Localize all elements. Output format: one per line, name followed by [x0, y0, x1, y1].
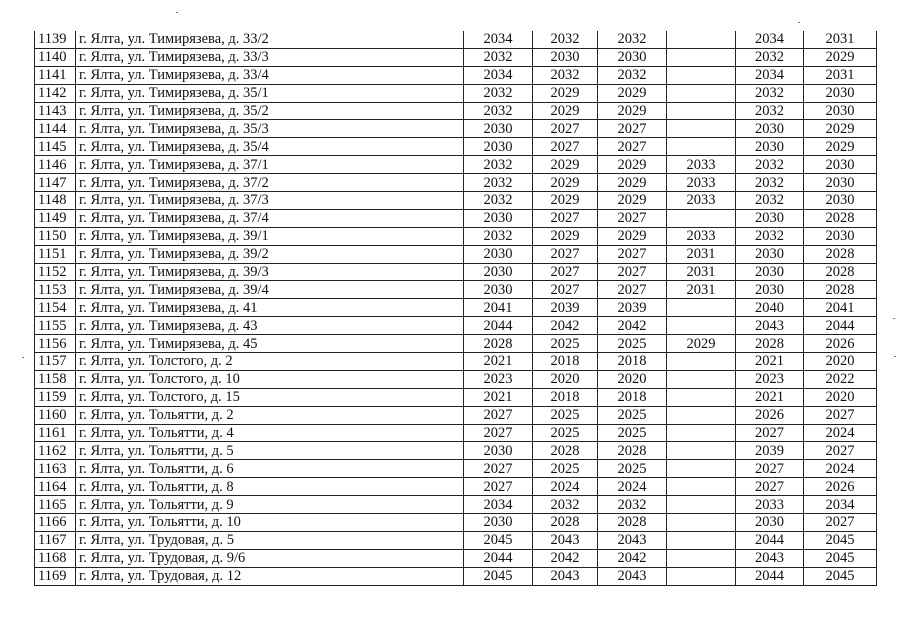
year-cell-5: 2043: [736, 317, 804, 335]
year-cell-5: 2021: [736, 388, 804, 406]
year-cell-3: 2027: [598, 120, 667, 138]
year-cell-3: 2025: [598, 406, 667, 424]
year-cell-4: [667, 138, 736, 156]
year-cell-3: 2025: [598, 335, 667, 353]
year-cell-4: [667, 48, 736, 66]
year-cell-6: 2026: [804, 335, 877, 353]
year-cell-4: [667, 496, 736, 514]
table-row: [35, 31, 877, 48]
address-cell: г. Ялта, ул. Тимирязева, д. 37/3: [76, 192, 464, 210]
year-cell-2: 2039: [533, 299, 598, 317]
year-cell-1: 2030: [464, 263, 533, 281]
address-cell: г. Ялта, ул. Трудовая, д. 12: [76, 567, 464, 585]
year-cell-4: [667, 120, 736, 138]
year-cell-5: 2043: [736, 549, 804, 567]
year-cell-6: 2024: [804, 424, 877, 442]
year-cell-2: 2029: [533, 84, 598, 102]
year-cell-6: 2028: [804, 263, 877, 281]
year-cell-1: 2041: [464, 299, 533, 317]
address-cell: г. Ялта, ул. Тольятти, д. 9: [76, 496, 464, 514]
year-cell-5: 2030: [736, 245, 804, 263]
year-cell-5: 2032: [736, 48, 804, 66]
year-cell-2: 2029: [533, 156, 598, 174]
year-cell-5: 2030: [736, 209, 804, 227]
year-cell-3: 2032: [598, 31, 667, 48]
table-row: [35, 209, 877, 227]
year-cell-1: 2044: [464, 317, 533, 335]
address-cell: г. Ялта, ул. Тольятти, д. 10: [76, 514, 464, 532]
row-number-cell: 1155: [35, 317, 76, 335]
table-row: [35, 174, 877, 192]
year-cell-3: 2042: [598, 317, 667, 335]
year-cell-4: [667, 531, 736, 549]
year-cell-6: 2031: [804, 66, 877, 84]
year-cell-3: 2028: [598, 442, 667, 460]
year-cell-5: 2034: [736, 31, 804, 48]
year-cell-3: 2027: [598, 138, 667, 156]
year-cell-5: 2032: [736, 102, 804, 120]
year-cell-5: 2039: [736, 442, 804, 460]
year-cell-1: 2032: [464, 156, 533, 174]
year-cell-6: 2031: [804, 31, 877, 48]
year-cell-5: 2032: [736, 227, 804, 245]
year-cell-4: [667, 370, 736, 388]
year-cell-1: 2021: [464, 353, 533, 371]
year-cell-1: 2034: [464, 66, 533, 84]
address-cell: г. Ялта, ул. Тимирязева, д. 45: [76, 335, 464, 353]
year-cell-3: 2027: [598, 209, 667, 227]
table-row: [35, 353, 877, 371]
table-row: [35, 442, 877, 460]
row-number-cell: 1139: [35, 31, 76, 48]
year-cell-5: 2021: [736, 353, 804, 371]
year-cell-2: 2027: [533, 281, 598, 299]
year-cell-6: 2022: [804, 370, 877, 388]
year-cell-2: 2029: [533, 102, 598, 120]
row-number-cell: 1147: [35, 174, 76, 192]
year-cell-5: 2028: [736, 335, 804, 353]
year-cell-3: 2043: [598, 531, 667, 549]
year-cell-1: 2032: [464, 84, 533, 102]
year-cell-3: 2030: [598, 48, 667, 66]
year-cell-3: 2027: [598, 245, 667, 263]
year-cell-1: 2030: [464, 442, 533, 460]
year-cell-1: 2032: [464, 102, 533, 120]
year-cell-1: 2034: [464, 31, 533, 48]
address-cell: г. Ялта, ул. Тимирязева, д. 37/4: [76, 209, 464, 227]
year-cell-4: [667, 209, 736, 227]
scan-speck: [176, 12, 178, 13]
row-number-cell: 1154: [35, 299, 76, 317]
row-number-cell: 1157: [35, 353, 76, 371]
year-cell-3: 2029: [598, 84, 667, 102]
year-cell-2: 2043: [533, 531, 598, 549]
year-cell-6: 2027: [804, 406, 877, 424]
scan-speck: [798, 22, 800, 23]
row-number-cell: 1161: [35, 424, 76, 442]
year-cell-2: 2027: [533, 263, 598, 281]
year-cell-2: 2042: [533, 317, 598, 335]
year-cell-6: 2030: [804, 227, 877, 245]
table-row: [35, 406, 877, 424]
address-cell: г. Ялта, ул. Тимирязева, д. 39/4: [76, 281, 464, 299]
row-number-cell: 1143: [35, 102, 76, 120]
row-number-cell: 1162: [35, 442, 76, 460]
year-cell-4: 2031: [667, 245, 736, 263]
year-cell-1: 2034: [464, 496, 533, 514]
table-row: [35, 317, 877, 335]
year-cell-4: [667, 31, 736, 48]
row-number-cell: 1169: [35, 567, 76, 585]
year-cell-3: 2043: [598, 567, 667, 585]
year-cell-2: 2027: [533, 245, 598, 263]
year-cell-4: [667, 549, 736, 567]
year-cell-5: 2023: [736, 370, 804, 388]
year-cell-1: 2032: [464, 192, 533, 210]
row-number-cell: 1167: [35, 531, 76, 549]
year-cell-6: 2029: [804, 120, 877, 138]
table-row: [35, 496, 877, 514]
table-row: [35, 478, 877, 496]
year-cell-4: [667, 567, 736, 585]
table-row: [35, 424, 877, 442]
row-number-cell: 1140: [35, 48, 76, 66]
table-row: [35, 138, 877, 156]
address-cell: г. Ялта, ул. Тимирязева, д. 43: [76, 317, 464, 335]
table-row: [35, 192, 877, 210]
year-cell-3: 2020: [598, 370, 667, 388]
address-cell: г. Ялта, ул. Тимирязева, д. 41: [76, 299, 464, 317]
year-cell-3: 2018: [598, 388, 667, 406]
row-number-cell: 1159: [35, 388, 76, 406]
year-cell-6: 2020: [804, 353, 877, 371]
year-cell-6: 2026: [804, 478, 877, 496]
address-cell: г. Ялта, ул. Тимирязева, д. 35/4: [76, 138, 464, 156]
row-number-cell: 1146: [35, 156, 76, 174]
row-number-cell: 1156: [35, 335, 76, 353]
year-cell-2: 2025: [533, 335, 598, 353]
year-cell-2: 2043: [533, 567, 598, 585]
table-row: [35, 370, 877, 388]
year-cell-4: [667, 299, 736, 317]
year-cell-6: 2028: [804, 281, 877, 299]
year-cell-3: 2029: [598, 174, 667, 192]
year-cell-1: 2045: [464, 531, 533, 549]
address-cell: г. Ялта, ул. Тимирязева, д. 39/3: [76, 263, 464, 281]
year-cell-4: [667, 460, 736, 478]
year-cell-5: 2026: [736, 406, 804, 424]
year-cell-1: 2028: [464, 335, 533, 353]
year-cell-4: [667, 388, 736, 406]
table-row: [35, 299, 877, 317]
table-row: [35, 263, 877, 281]
address-cell: г. Ялта, ул. Тимирязева, д. 33/4: [76, 66, 464, 84]
year-cell-1: 2032: [464, 227, 533, 245]
table-row: [35, 227, 877, 245]
year-cell-6: 2027: [804, 514, 877, 532]
year-cell-4: 2033: [667, 156, 736, 174]
year-cell-3: 2032: [598, 66, 667, 84]
row-number-cell: 1165: [35, 496, 76, 514]
year-cell-4: 2033: [667, 192, 736, 210]
row-number-cell: 1151: [35, 245, 76, 263]
year-cell-5: 2030: [736, 281, 804, 299]
year-cell-5: 2030: [736, 514, 804, 532]
year-cell-5: 2027: [736, 460, 804, 478]
table-row: [35, 514, 877, 532]
year-cell-2: 2027: [533, 120, 598, 138]
scan-speck: [893, 318, 895, 319]
year-cell-3: 2018: [598, 353, 667, 371]
year-cell-5: 2030: [736, 138, 804, 156]
row-number-cell: 1158: [35, 370, 76, 388]
year-cell-4: 2029: [667, 335, 736, 353]
year-cell-1: 2030: [464, 209, 533, 227]
row-number-cell: 1145: [35, 138, 76, 156]
year-cell-6: 2030: [804, 84, 877, 102]
year-cell-5: 2027: [736, 478, 804, 496]
year-cell-5: 2027: [736, 424, 804, 442]
year-cell-3: 2025: [598, 424, 667, 442]
address-cell: г. Ялта, ул. Тольятти, д. 2: [76, 406, 464, 424]
year-cell-4: [667, 406, 736, 424]
year-cell-6: 2030: [804, 192, 877, 210]
year-cell-1: 2030: [464, 138, 533, 156]
table-row: [35, 66, 877, 84]
year-cell-6: 2045: [804, 549, 877, 567]
year-cell-5: 2032: [736, 192, 804, 210]
year-cell-6: 2028: [804, 209, 877, 227]
address-cell: г. Ялта, ул. Тимирязева, д. 35/3: [76, 120, 464, 138]
address-cell: г. Ялта, ул. Трудовая, д. 5: [76, 531, 464, 549]
year-cell-3: 2028: [598, 514, 667, 532]
year-cell-2: 2029: [533, 192, 598, 210]
year-cell-4: [667, 424, 736, 442]
year-cell-2: 2025: [533, 460, 598, 478]
address-cell: г. Ялта, ул. Тимирязева, д. 39/1: [76, 227, 464, 245]
year-cell-1: 2045: [464, 567, 533, 585]
year-cell-2: 2029: [533, 174, 598, 192]
year-cell-6: 2030: [804, 156, 877, 174]
year-cell-1: 2027: [464, 460, 533, 478]
year-cell-3: 2029: [598, 156, 667, 174]
address-cell: г. Ялта, ул. Тимирязева, д. 33/2: [76, 31, 464, 48]
year-cell-2: 2027: [533, 209, 598, 227]
year-cell-3: 2029: [598, 192, 667, 210]
table-row: [35, 531, 877, 549]
year-cell-5: 2032: [736, 156, 804, 174]
year-cell-4: [667, 442, 736, 460]
year-cell-2: 2028: [533, 514, 598, 532]
table-row: [35, 281, 877, 299]
table-row: [35, 460, 877, 478]
year-cell-2: 2028: [533, 442, 598, 460]
year-cell-4: [667, 317, 736, 335]
year-cell-3: 2039: [598, 299, 667, 317]
table-row: [35, 84, 877, 102]
address-cell: г. Ялта, ул. Тольятти, д. 8: [76, 478, 464, 496]
year-cell-6: 2030: [804, 174, 877, 192]
year-cell-2: 2032: [533, 31, 598, 48]
year-cell-6: 2029: [804, 48, 877, 66]
year-cell-1: 2044: [464, 549, 533, 567]
row-number-cell: 1149: [35, 209, 76, 227]
year-cell-3: 2042: [598, 549, 667, 567]
year-cell-4: [667, 84, 736, 102]
year-cell-2: 2024: [533, 478, 598, 496]
year-cell-3: 2027: [598, 263, 667, 281]
year-cell-1: 2027: [464, 424, 533, 442]
year-cell-6: 2020: [804, 388, 877, 406]
table-row: [35, 156, 877, 174]
year-cell-6: 2029: [804, 138, 877, 156]
year-cell-2: 2018: [533, 353, 598, 371]
scan-speck: [22, 357, 24, 358]
year-cell-6: 2034: [804, 496, 877, 514]
row-number-cell: 1166: [35, 514, 76, 532]
year-cell-1: 2032: [464, 48, 533, 66]
address-cell: г. Ялта, ул. Тимирязева, д. 35/1: [76, 84, 464, 102]
year-cell-5: 2044: [736, 567, 804, 585]
address-cell: г. Ялта, ул. Тольятти, д. 5: [76, 442, 464, 460]
year-cell-1: 2032: [464, 174, 533, 192]
year-cell-1: 2027: [464, 478, 533, 496]
year-cell-5: 2030: [736, 263, 804, 281]
year-cell-3: 2025: [598, 460, 667, 478]
year-cell-3: 2032: [598, 496, 667, 514]
year-cell-4: 2033: [667, 227, 736, 245]
year-cell-6: 2045: [804, 567, 877, 585]
year-cell-3: 2029: [598, 227, 667, 245]
address-cell: г. Ялта, ул. Тимирязева, д. 33/3: [76, 48, 464, 66]
year-cell-2: 2032: [533, 496, 598, 514]
year-cell-5: 2030: [736, 120, 804, 138]
year-cell-2: 2042: [533, 549, 598, 567]
row-number-cell: 1163: [35, 460, 76, 478]
row-number-cell: 1152: [35, 263, 76, 281]
row-number-cell: 1160: [35, 406, 76, 424]
address-cell: г. Ялта, ул. Тольятти, д. 6: [76, 460, 464, 478]
address-cell: г. Ялта, ул. Тимирязева, д. 37/1: [76, 156, 464, 174]
year-cell-2: 2018: [533, 388, 598, 406]
row-number-cell: 1164: [35, 478, 76, 496]
year-cell-5: 2032: [736, 84, 804, 102]
address-cell: г. Ялта, ул. Толстого, д. 15: [76, 388, 464, 406]
scan-speck: [894, 356, 896, 357]
year-cell-2: 2029: [533, 227, 598, 245]
address-cell: г. Ялта, ул. Толстого, д. 2: [76, 353, 464, 371]
address-cell: г. Ялта, ул. Трудовая, д. 9/6: [76, 549, 464, 567]
address-cell: г. Ялта, ул. Тольятти, д. 4: [76, 424, 464, 442]
row-number-cell: 1144: [35, 120, 76, 138]
table-row: [35, 245, 877, 263]
table-row: [35, 388, 877, 406]
year-cell-5: 2032: [736, 174, 804, 192]
year-cell-5: 2034: [736, 66, 804, 84]
year-cell-2: 2020: [533, 370, 598, 388]
table-row: [35, 567, 877, 585]
row-number-cell: 1141: [35, 66, 76, 84]
year-cell-4: [667, 353, 736, 371]
table-body: [35, 31, 877, 585]
year-cell-1: 2027: [464, 406, 533, 424]
year-cell-5: 2044: [736, 531, 804, 549]
year-cell-4: [667, 514, 736, 532]
year-cell-4: 2033: [667, 174, 736, 192]
address-cell: г. Ялта, ул. Тимирязева, д. 35/2: [76, 102, 464, 120]
housing-repair-schedule-table: [34, 31, 877, 586]
year-cell-6: 2045: [804, 531, 877, 549]
year-cell-1: 2030: [464, 514, 533, 532]
year-cell-2: 2030: [533, 48, 598, 66]
address-cell: г. Ялта, ул. Толстого, д. 10: [76, 370, 464, 388]
year-cell-6: 2044: [804, 317, 877, 335]
year-cell-1: 2023: [464, 370, 533, 388]
table-row: [35, 549, 877, 567]
year-cell-4: 2031: [667, 263, 736, 281]
year-cell-2: 2025: [533, 424, 598, 442]
scanned-document-page: [34, 31, 876, 586]
year-cell-6: 2028: [804, 245, 877, 263]
row-number-cell: 1168: [35, 549, 76, 567]
year-cell-3: 2027: [598, 281, 667, 299]
year-cell-6: 2041: [804, 299, 877, 317]
year-cell-5: 2033: [736, 496, 804, 514]
address-cell: г. Ялта, ул. Тимирязева, д. 37/2: [76, 174, 464, 192]
year-cell-1: 2030: [464, 120, 533, 138]
year-cell-1: 2030: [464, 281, 533, 299]
year-cell-4: [667, 478, 736, 496]
year-cell-3: 2024: [598, 478, 667, 496]
row-number-cell: 1153: [35, 281, 76, 299]
year-cell-2: 2027: [533, 138, 598, 156]
year-cell-4: 2031: [667, 281, 736, 299]
row-number-cell: 1142: [35, 84, 76, 102]
year-cell-3: 2029: [598, 102, 667, 120]
year-cell-2: 2032: [533, 66, 598, 84]
year-cell-2: 2025: [533, 406, 598, 424]
year-cell-4: [667, 66, 736, 84]
year-cell-1: 2021: [464, 388, 533, 406]
table-row: [35, 335, 877, 353]
table-row: [35, 48, 877, 66]
table-row: [35, 102, 877, 120]
address-cell: г. Ялта, ул. Тимирязева, д. 39/2: [76, 245, 464, 263]
year-cell-5: 2040: [736, 299, 804, 317]
year-cell-6: 2027: [804, 442, 877, 460]
year-cell-4: [667, 102, 736, 120]
year-cell-6: 2024: [804, 460, 877, 478]
row-number-cell: 1150: [35, 227, 76, 245]
year-cell-1: 2030: [464, 245, 533, 263]
table-row: [35, 120, 877, 138]
year-cell-6: 2030: [804, 102, 877, 120]
row-number-cell: 1148: [35, 192, 76, 210]
